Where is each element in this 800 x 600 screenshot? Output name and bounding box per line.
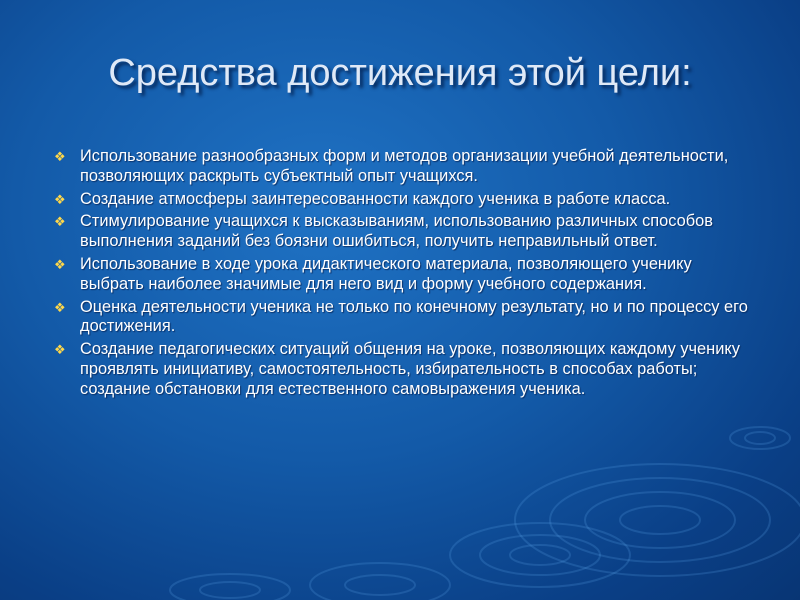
bullet-item [54,298,754,338]
bullet-list [54,147,754,403]
bullet-text: Стимулирование учащихся к высказываниям, использованию различных способов выполнения заданий без боязни ошибиться, получить неправильный ответ. [80,212,713,251]
slide-title: Средства достижения этой цели: [108,52,692,94]
bullet-text: Создание атмосферы заинтересованности каждого ученика в работе класса. [80,189,671,208]
diamond-bullet-icon: ❖ [54,214,66,230]
bullet-item [54,190,754,210]
diamond-bullet-icon: ❖ [54,256,66,272]
bullet-text: Оценка деятельности ученика не только по конечному результату, но и по процессу его достижения. [80,297,748,336]
diamond-bullet-icon: ❖ [54,191,66,207]
diamond-bullet-icon: ❖ [54,149,66,164]
bullet-text: Использование в ходе урока дидактического материала, позволяющего ученику выбрать наиболее значимые для него вид и форму учебного содержания. [80,254,692,293]
bullet-item [54,212,754,252]
bullet-item [54,340,754,399]
bullet-text: Использование разнообразных форм и методов организации учебной деятельности, позволяющих раскрыть субъектный опыт учащихся. [80,147,729,185]
bullet-item [54,255,754,295]
bullet-text: Создание педагогических ситуаций общения на уроке, позволяющих каждому ученику проявлять инициативу, самостоятельность, избирательность в способах работы; создание обстановки для естественного самовыражения ученика. [80,340,740,398]
bullet-item [54,147,754,187]
diamond-bullet-icon: ❖ [54,299,66,315]
diamond-bullet-icon: ❖ [54,342,66,358]
